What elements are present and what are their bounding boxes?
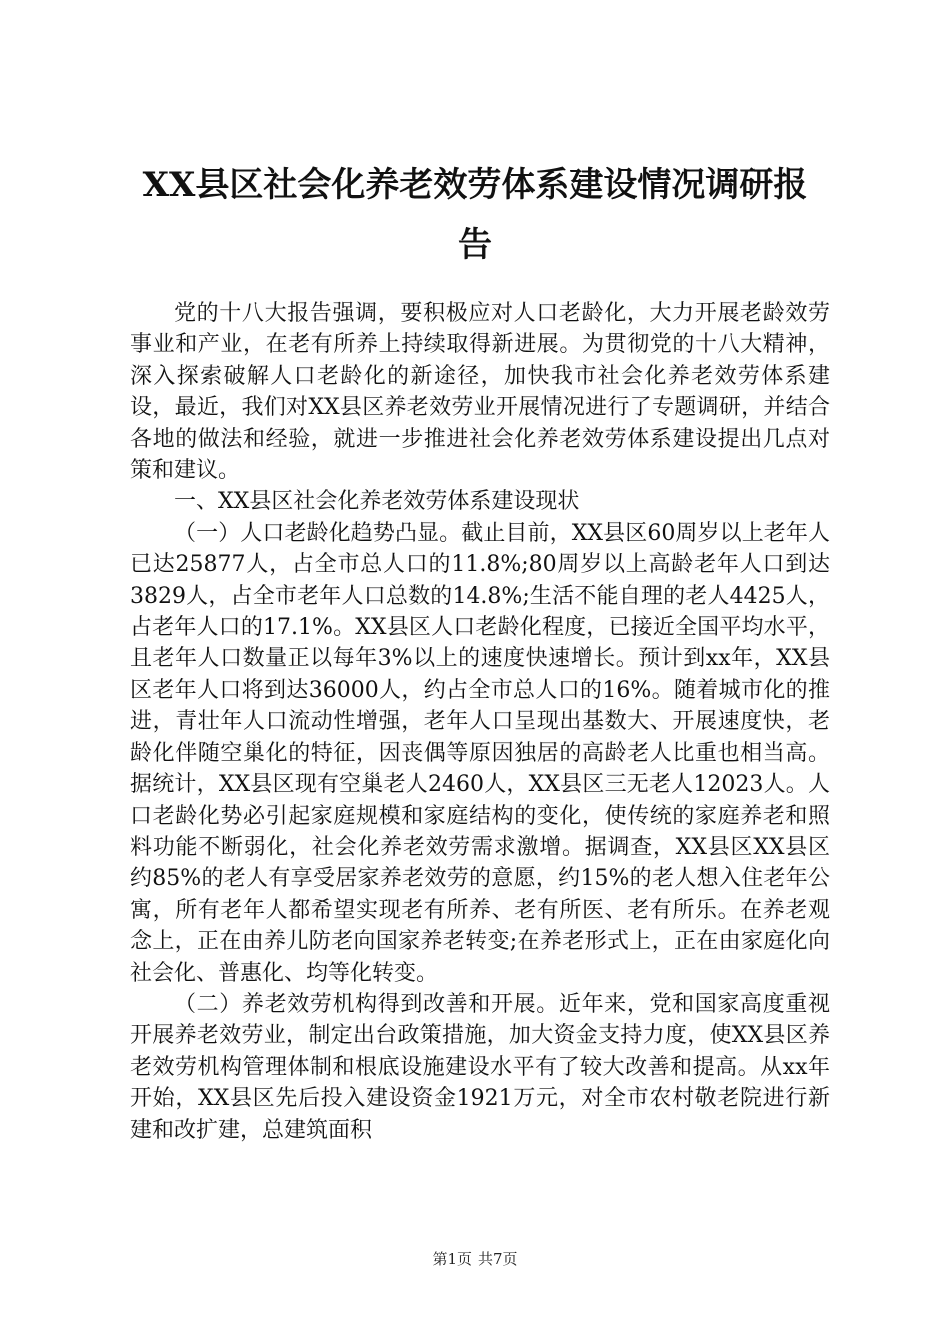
page-footer xyxy=(0,1249,950,1269)
document-title-line-1: XX县区社会化养老效劳体系建设情况调研报 xyxy=(142,165,808,205)
intro-paragraph: 党的十八大报告强调，要积极应对人口老龄化，大力开展老龄效劳事业和产业，在老有所养上持续取得新进展。为贯彻党的十八大精神，深入探索破解人口老龄化的新途径，加快我市社会化养老效劳体系建设，最近，我们对XX县区养老效劳业开展情况进行了专题调研，并结合各地的做法和经验，就进一步推进社会化养老效劳体系建设提出几点对策和建议。 xyxy=(130,301,830,484)
section-heading: 一、XX县区社会化养老效劳体系建设现状 xyxy=(174,489,580,515)
page-total: 共7页 xyxy=(478,1250,518,1268)
document-title-line-2: 告 xyxy=(458,225,492,265)
body-paragraph: （二）养老效劳机构得到改善和开展。近年来，党和国家高度重视开展养老效劳业，制定出台政策措施，加大资金支持力度，使XX县区养老效劳机构管理体制和根底设施建设水平有了较大改善和提高。从xx年开始，XX县区先后投入建设资金1921万元，对全市农村敬老院进行新建和改扩建，总建筑面积 xyxy=(130,991,830,1143)
body-paragraph: （一）人口老龄化趋势凸显。截止目前，XX县区60周岁以上老年人已达25877人，占全市总人口的11.8%;80周岁以上高龄老年人口到达3829人，占全市老年人口总数的14.8%;生活不能自理的老人4425人，占老年人口的17.1%。XX县区人口老龄化程度，已接近全国平均水平，且老年人口数量正以每年3%以上的速度快速增长。预计到xx年，XX县区老年人口将到达36000人，约占全市总人口的16%。随着城市化的推进，青壮年人口流动性增强，老年人口呈现出基数大、开展速度快，老龄化伴随空巢化的特征，因丧偶等原因独居的高龄老人比重也相当高。据统计，XX县区现有空巢老人2460人，XX县区三无老人12023人。人口老龄化势必引起家庭规模和家庭结构的变化，使传统的家庭养老和照料功能不断弱化，社会化养老效劳需求激增。据调查，XX县区XX县区约85%的老人有享受居家养老效劳的意愿，约15%的老人想入住老年公寓，所有老年人都希望实现老有所养、老有所医、老有所乐。在养老观念上，正在由养儿防老向国家养老转变;在养老形式上，正在由家庭化向社会化、普惠化、均等化转变。 xyxy=(130,520,830,986)
page-number: 第1页 xyxy=(432,1250,472,1268)
document-body xyxy=(130,298,830,1146)
